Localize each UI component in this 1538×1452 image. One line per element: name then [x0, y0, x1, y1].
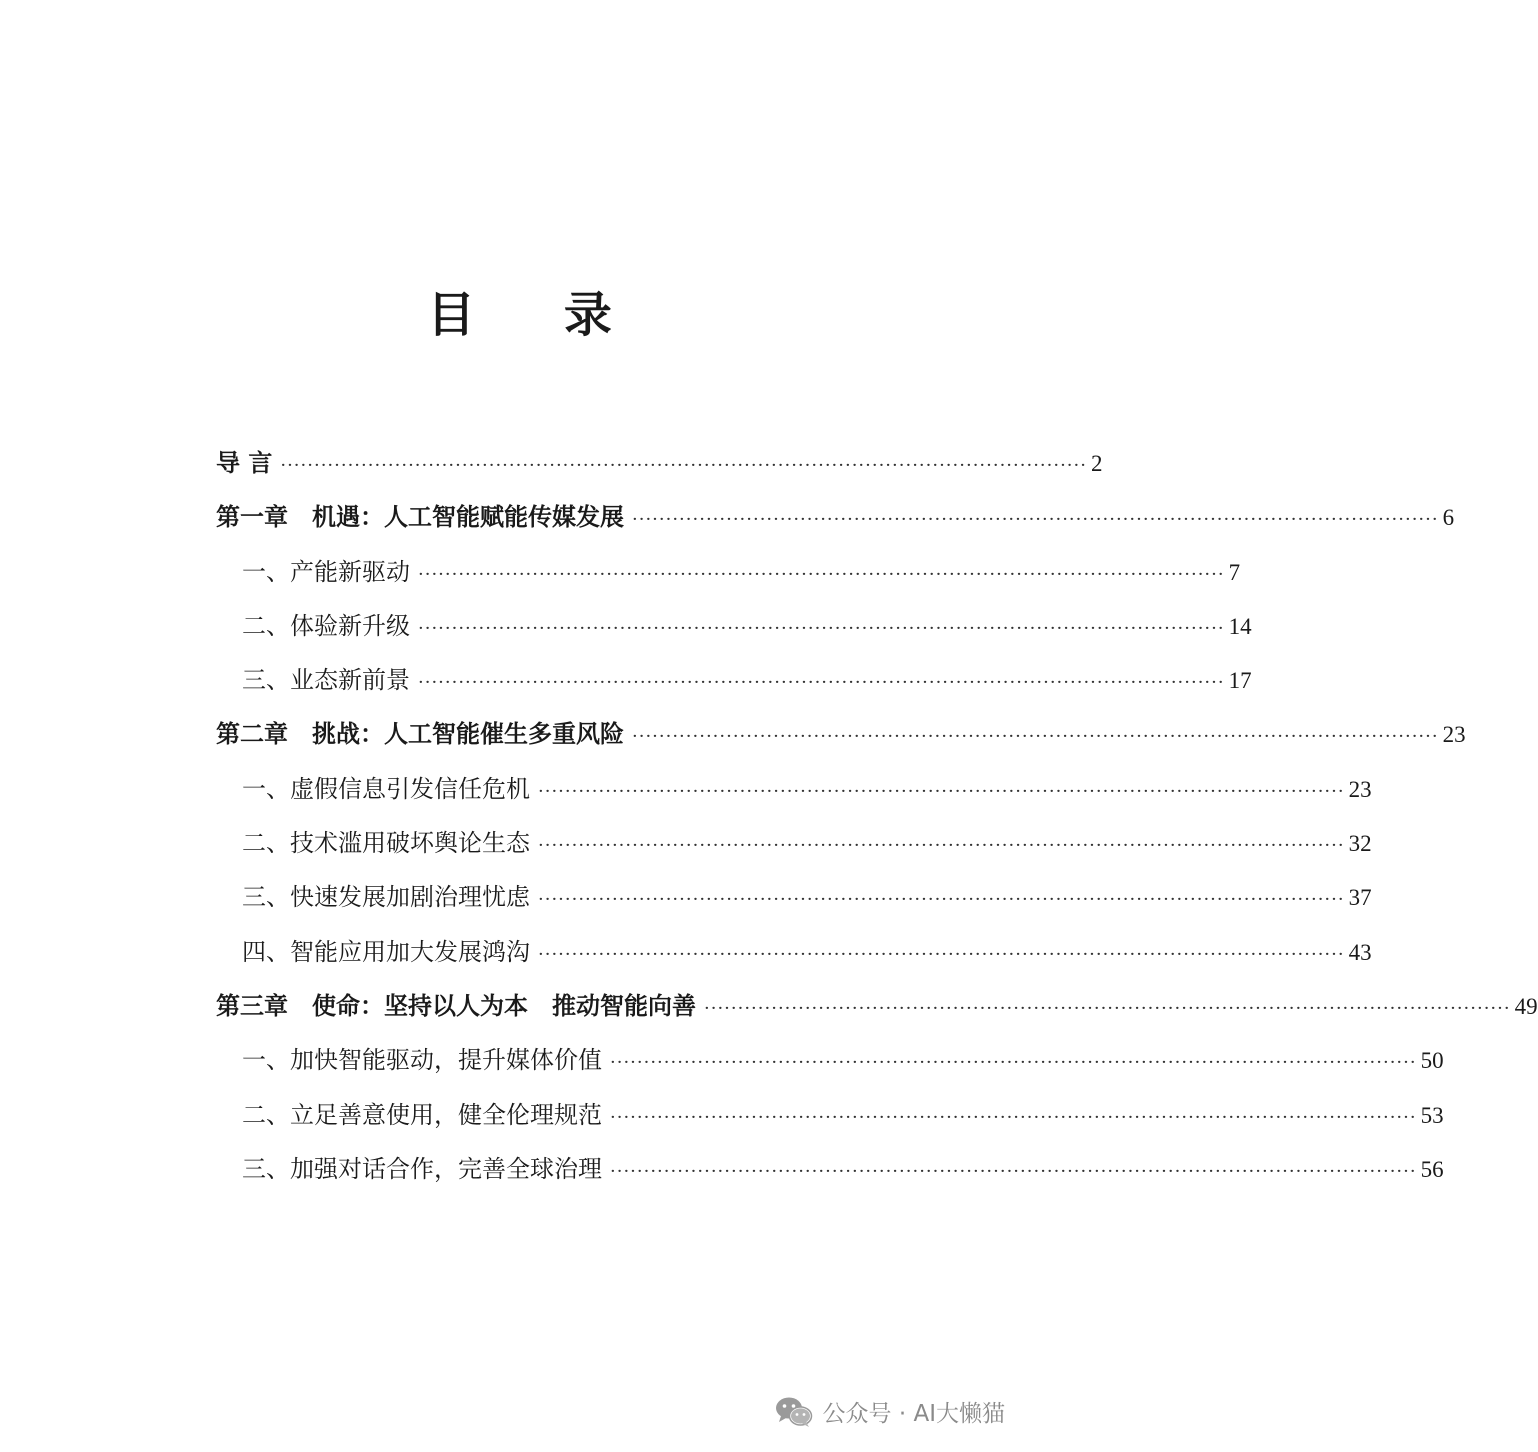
toc-page-number: 53: [1420, 1102, 1444, 1128]
watermark: [775, 1395, 1005, 1428]
toc-entry-section[interactable]: [216, 545, 1241, 599]
table-of-contents: [216, 436, 1538, 1196]
toc-entry-section[interactable]: [216, 1142, 1444, 1196]
toc-entry-section[interactable]: [216, 870, 1372, 924]
toc-leader-dots: ························································································································: [280, 455, 1087, 476]
toc-leader-dots: ························································································································: [538, 889, 1345, 911]
toc-page-number: 50: [1420, 1048, 1444, 1074]
toc-entry-chapter-3[interactable]: [216, 979, 1538, 1033]
toc-entry-chapter-2[interactable]: [216, 707, 1466, 761]
watermark-text: 公众号 · AI大懒猫: [822, 1401, 1005, 1427]
toc-page-number: 37: [1348, 885, 1372, 911]
toc-page-number: 6: [1442, 505, 1455, 531]
toc-leader-dots: ························································································································: [610, 1160, 1417, 1182]
toc-leader-dots: ························································································································: [632, 509, 1439, 531]
toc-entry-section[interactable]: [216, 762, 1372, 816]
toc-entry-label: 导 言: [216, 449, 273, 477]
toc-entry-section[interactable]: [216, 925, 1372, 979]
toc-page-number: 32: [1348, 831, 1372, 857]
toc-leader-dots: ························································································································: [538, 943, 1345, 965]
toc-entry-label: 四、智能应用加大发展鸿沟: [242, 937, 530, 966]
toc-page-number: 49: [1514, 993, 1538, 1019]
toc-entry-label: 一、虚假信息引发信任危机: [242, 774, 530, 803]
toc-page-number: 14: [1228, 613, 1252, 639]
toc-entry-intro[interactable]: [216, 436, 1103, 490]
toc-entry-section[interactable]: [216, 599, 1252, 653]
toc-page-number: 17: [1228, 668, 1252, 694]
toc-leader-dots: ························································································································: [610, 1052, 1417, 1074]
toc-page-number: 2: [1090, 451, 1103, 476]
toc-leader-dots: ························································································································: [538, 780, 1345, 802]
toc-entry-label: 二、立足善意使用，健全伦理规范: [242, 1100, 602, 1129]
toc-entry-label: 二、体验新升级: [242, 611, 410, 640]
toc-entry-label: 一、产能新驱动: [242, 557, 410, 586]
toc-page-number: 56: [1420, 1156, 1444, 1182]
toc-leader-dots: ························································································································: [704, 997, 1511, 1019]
toc-entry-chapter-1[interactable]: [216, 490, 1455, 544]
toc-leader-dots: ························································································································: [632, 726, 1439, 748]
toc-page-number: 7: [1228, 559, 1241, 585]
toc-entry-label: 一、加快智能驱动，提升媒体价值: [242, 1046, 602, 1075]
toc-entry-section[interactable]: [216, 816, 1372, 870]
toc-entry-label: 二、技术滥用破坏舆论生态: [242, 829, 530, 858]
toc-page-number: 43: [1348, 939, 1372, 965]
toc-leader-dots: ························································································································: [538, 835, 1345, 857]
toc-leader-dots: ························································································································: [418, 563, 1225, 585]
toc-page-number: 23: [1348, 776, 1372, 802]
toc-entry-section[interactable]: [216, 1033, 1444, 1087]
toc-entry-label: 第三章 使命：坚持以人为本 推动智能向善: [216, 991, 696, 1020]
toc-entry-label: 第一章 机遇：人工智能赋能传媒发展: [216, 503, 624, 532]
toc-entry-label: 三、快速发展加剧治理忧虑: [242, 883, 530, 912]
toc-leader-dots: ························································································································: [418, 617, 1225, 639]
toc-leader-dots: ························································································································: [418, 672, 1225, 694]
page-title: 目 录: [427, 287, 648, 343]
toc-leader-dots: ························································································································: [610, 1106, 1417, 1128]
wechat-icon: [775, 1396, 813, 1428]
toc-entry-label: 第二章 挑战：人工智能催生多重风险: [216, 720, 624, 749]
toc-entry-label: 三、加强对话合作，完善全球治理: [242, 1154, 602, 1183]
toc-entry-section[interactable]: [216, 653, 1252, 707]
toc-entry-section[interactable]: [216, 1088, 1444, 1142]
toc-page-number: 23: [1442, 722, 1466, 748]
toc-entry-label: 三、业态新前景: [242, 666, 410, 695]
